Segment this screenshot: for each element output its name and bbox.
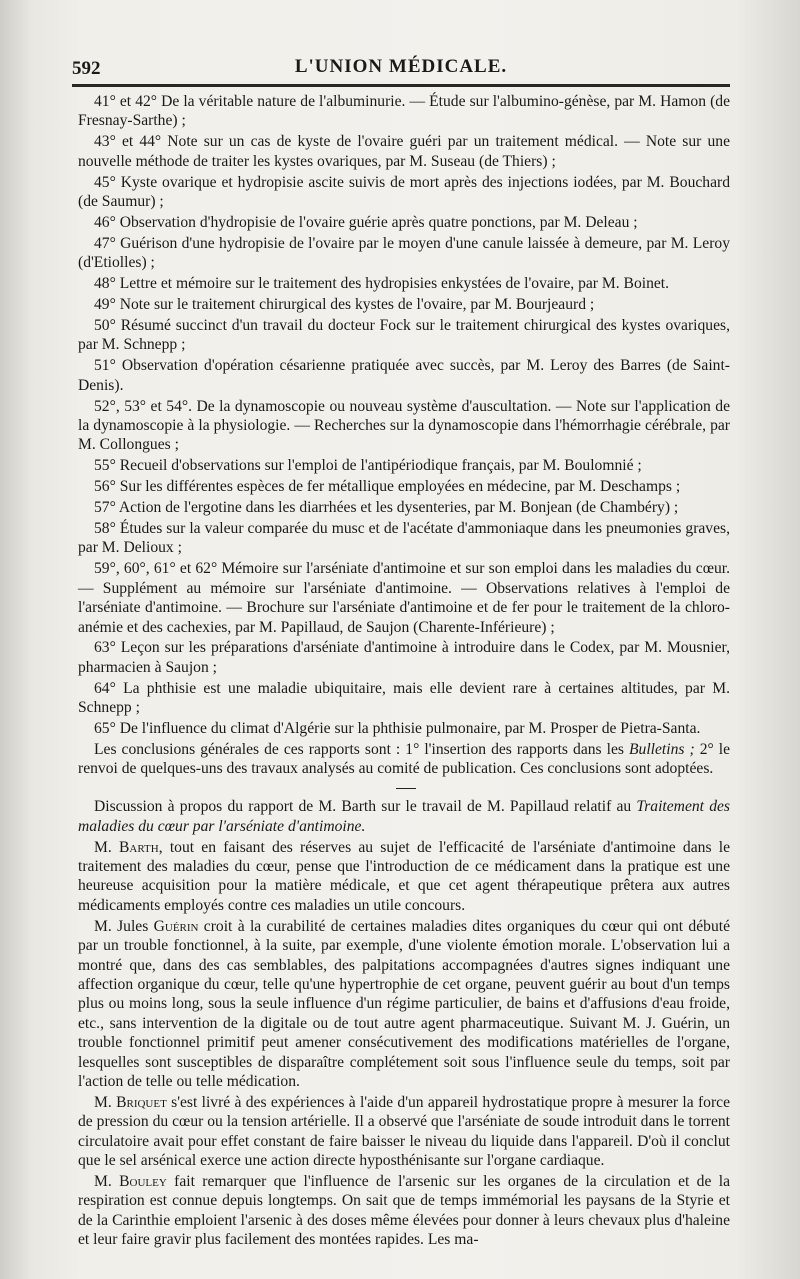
list-item: 45° Kyste ovarique et hydropisie ascite suivis de mort après des injections iodées, par M. Bouchard (de Saumur) ; [78, 173, 730, 211]
list-item: 64° La phthisie est une maladie ubiquitaire, mais elle devient rare à certaines altitudes, par M. Schnepp ; [78, 679, 730, 717]
body-text [78, 92, 730, 1251]
list-item: 55° Recueil d'observations sur l'emploi de l'antipériodique français, par M. Boulomnié ; [94, 457, 642, 475]
paragraph-briquet [78, 1093, 730, 1171]
discussion-title: Traitement des maladies du cœur par l'arséniate d'antimoine. [78, 798, 730, 835]
speaker-prefix: M. Jules [94, 917, 154, 935]
speaker-prefix: M. [94, 838, 119, 856]
conclusion-text-end: 2° le renvoi de quelques-uns des travaux analysés au comité de publication. Ces conclusions sont adoptées. [78, 741, 731, 778]
speaker-name: Guérin [153, 917, 199, 935]
speaker-name: Barth [119, 838, 159, 856]
list-item: 50° Résumé succinct d'un travail du docteur Fock sur le traitement chirurgical des kystes ovariques, par M. Schnepp ; [78, 316, 730, 354]
speaker-prefix: M. [94, 1093, 117, 1111]
journal-title: L'UNION MÉDICALE. [294, 56, 508, 77]
list-item: 63° Leçon sur les préparations d'arséniate d'antimoine à introduire dans le Codex, par M. Mousnier, pharmacien à Saujon ; [78, 639, 730, 676]
paragraph-text: , tout en faisant des réserves au sujet de l'efficacité de l'arséniate d'antimoine dans le traitement des maladies du cœur, pense que l'introduction de ce médicament dans la pratique est une heureuse acquisition pour la matière médicale, et que cet agent thérapeutique prêtera aux autres médicaments employés contre ces maladies un utile concours. [78, 838, 730, 914]
speaker-name: Briquet [116, 1093, 167, 1111]
conclusion-paragraph [78, 740, 730, 779]
list-item: 46° Observation d'hydropisie de l'ovaire guérie après quatre ponctions, par M. Deleau ; [94, 213, 638, 231]
list-item: 51° Observation d'opération césarienne pratiquée avec succès, par M. Leroy des Barres (de Saint-Denis). [78, 357, 730, 394]
list-item: 43° et 44° Note sur un cas de kyste de l'ovaire guéri par un traitement médical. — Note sur une nouvelle méthode de traiter les kystes ovariques, par M. Suseau (de Thiers) ; [78, 133, 730, 170]
paragraph-guerin [78, 917, 730, 1092]
header-rule [72, 84, 730, 87]
paragraph-bouley [78, 1172, 730, 1250]
speaker-prefix: M. [94, 1173, 120, 1191]
list-item: 59°, 60°, 61° et 62° Mémoire sur l'arséniate d'antimoine et sur son emploi dans les maladies du cœur. — Supplément au mémoire sur l'arséniate d'antimoine. — Observations relatives à l'emploi de l'arséniate d'antimoine. — Brochure sur l'arséniate d'antimoine et de fer pour le traitement de la chloro-anémie et des cachexies, par M. Papillaud, de Saujon (Charente-Inférieure) ; [78, 560, 730, 636]
list-item: 58° Études sur la valeur comparée du musc et de l'acétate d'ammoniaque dans les pneumonies graves, par M. Delioux ; [78, 520, 730, 557]
list-item: 49° Note sur le traitement chirurgical des kystes de l'ovaire, par M. Bourjeaurd ; [94, 296, 595, 314]
conclusion-text: Les conclusions générales de ces rapports sont : 1° l'insertion des rapports dans les [94, 741, 629, 758]
page-number: 592 [72, 58, 101, 79]
list-item: 47° Guérison d'une hydropisie de l'ovaire par le moyen d'une canule laissée à demeure, par M. Leroy (d'Etiolles) ; [78, 234, 730, 272]
list-item: 48° Lettre et mémoire sur le traitement des hydropisies enkystées de l'ovaire, par M. Boinet. [94, 275, 670, 293]
list-item: 56° Sur les différentes espèces de fer métallique employées en médecine, par M. Deschamps ; [94, 478, 681, 496]
paragraph-text: croit à la curabilité de certaines maladies dites organiques du cœur qui ont débuté par un trouble fonctionnel, à la suite, par exemple, d'une violente émotion morale. L'observation lui a montré que, dans des cas semblables, des palpitations accompagnées d'autres signes indiquant une affection organique du cœur, telle qu'une hypertrophie de cet organe, peuvent guérir au bout d'un temps plus ou moins long, sous la seule influence d'un régime particulier, de bains et d'affusions d'eau froide, etc., sans intervention de la digitale ou de tout autre agent pharmaceutique. Suivant M. J. Guérin, un trouble fonctionnel primitif peut amener consécutivement des modifications matérielles de l'organe, lesquelles sont susceptibles de disparaître complétement soit sous l'influence seule du temps, soit par l'action de telle ou telle médication. [78, 917, 730, 1090]
list-item: 65° De l'influence du climat d'Algérie sur la phthisie pulmonaire, par M. Prosper de Pietra-Santa. [94, 720, 701, 738]
paragraph-text: s'est livré à des expériences à l'aide d'un appareil hydrostatique propre à mesurer la force de pression du cœur ou la tension artérielle. Il a observé que l'arséniate de soude introduit dans le torrent circulatoire avait pour effet constant de faire baisser le niveau du liquide dans l'appareil. D'où il conclut que le sel arsénical exerce une action directe hyposthénisante sur l'organe cardiaque. [78, 1093, 730, 1170]
paragraph-barth [78, 838, 730, 916]
discussion-heading [78, 797, 730, 836]
paragraph-text: fait remarquer que l'influence de l'arsenic sur les organes de la circulation et de la respiration est connue depuis longtemps. On sait que de temps immémorial les paysans de la Styrie et de la Carinthie emploient l'arsenic à des doses même élevées pour donner à leurs chevaux plus d'haleine et leur faire gravir plus facilement des montées rapides. Les ma- [78, 1173, 730, 1249]
list-item: 41° et 42° De la véritable nature de l'albuminurie. — Étude sur l'albumino-génèse, par M. Hamon (de Fresnay-Sarthe) ; [78, 93, 730, 130]
discussion-intro: Discussion à propos du rapport de M. Barth sur le travail de M. Papillaud relatif au [94, 798, 637, 816]
page-header [72, 52, 730, 82]
section-separator [78, 780, 730, 797]
list-item: 57° Action de l'ergotine dans les diarrhées et les dysenteries, par M. Bonjean (de Chambéry) ; [94, 499, 679, 517]
conclusion-italic: Bulletins ; [629, 741, 695, 758]
list-item: 52°, 53° et 54°. De la dynamoscopie ou nouveau système d'auscultation. — Note sur l'application de la dynamoscopie à la physiologie. — Recherches sur la dynamoscopie dans l'hémorrhagie cérébrale, par M. Collongues ; [78, 397, 730, 454]
speaker-name: Bouley [119, 1173, 167, 1191]
